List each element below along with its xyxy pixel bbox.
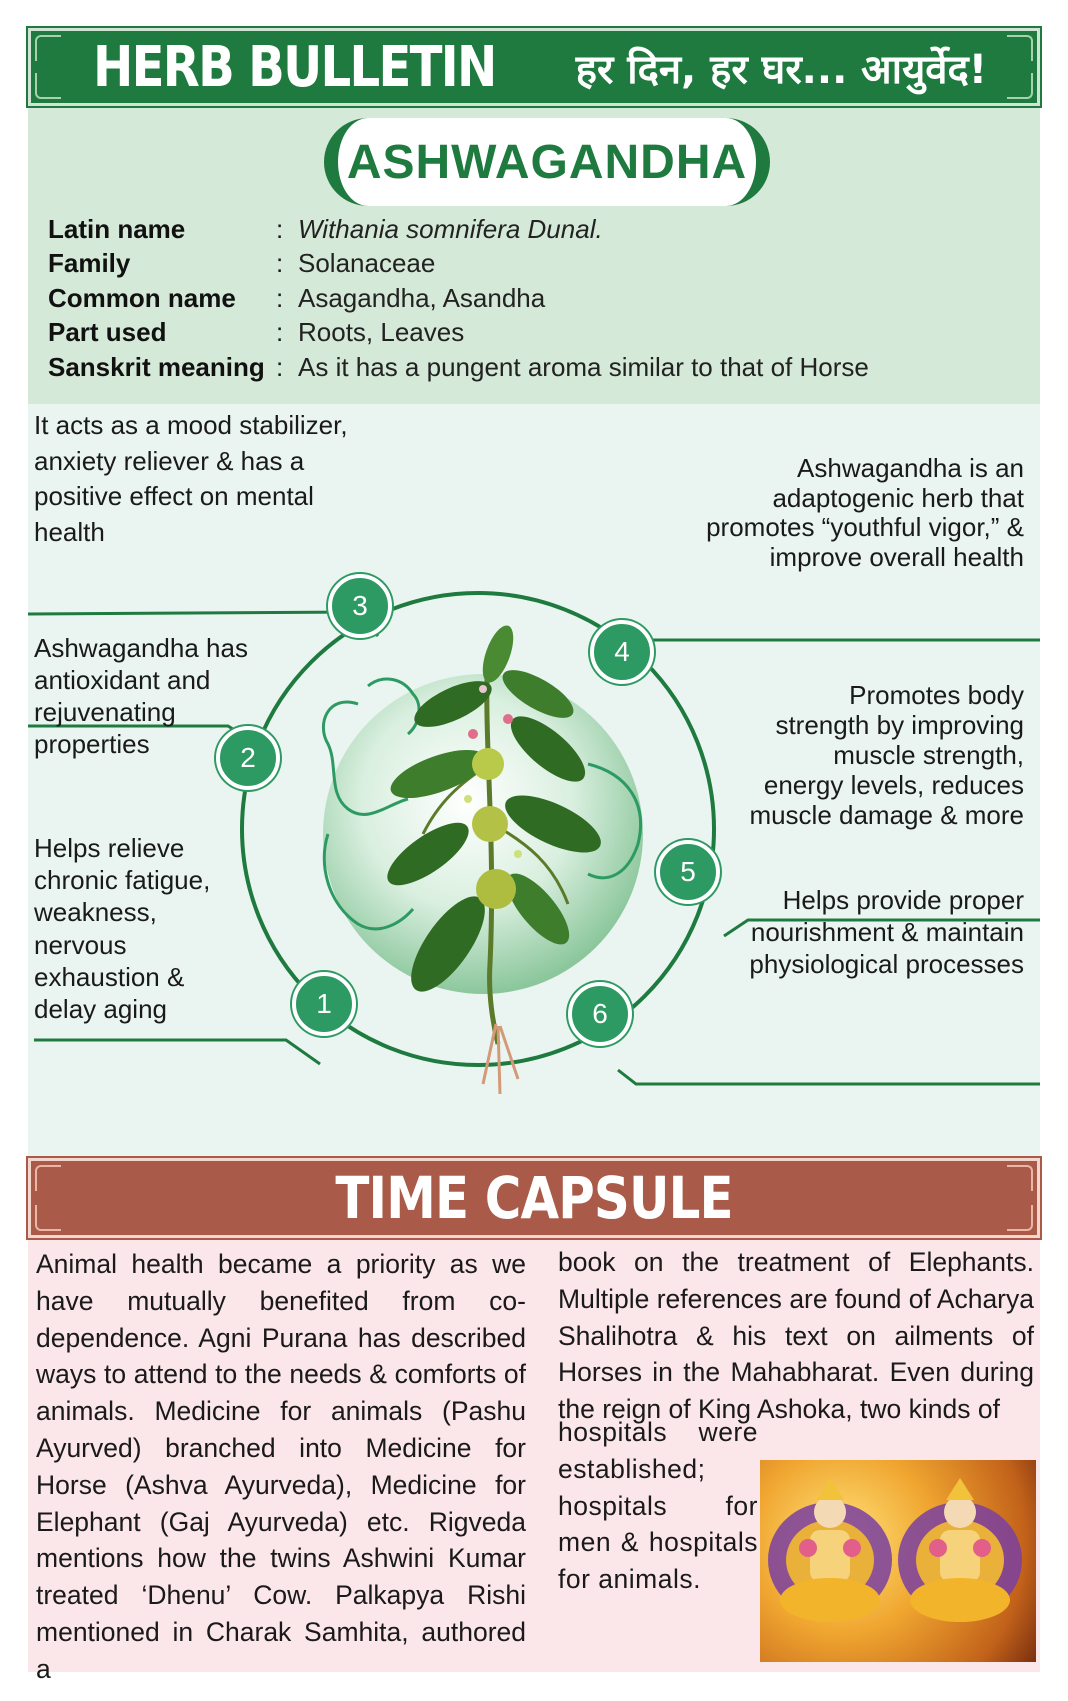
benefits-panel: [28, 404, 1040, 1156]
fact-row-common-name: [48, 281, 1028, 316]
fact-value: Roots, Leaves: [298, 317, 465, 348]
time-capsule-right-text: book on the treatment of Elephants. Multiple references are found of Acharya Shalihotra & his text on ailments of Horses in the Mahabharat. Even during the reign of King Ashoka, two kinds of: [558, 1247, 1034, 1425]
herb-info-panel: [28, 108, 1040, 404]
ornament-corner-icon: [35, 1205, 61, 1231]
herb-name: ASHWAGANDHA: [346, 135, 748, 189]
benefit-badge-2: 2: [216, 726, 280, 790]
ornament-corner-icon: [1007, 35, 1033, 61]
connector-4: [628, 640, 1040, 662]
fact-row-part-used: [48, 316, 1028, 351]
benefit-text-6: Helps provide proper nourishment & maintain physiological processes: [749, 885, 1024, 979]
ashwini-kumar-deity-image: [760, 1460, 1036, 1662]
fact-row-family: [48, 247, 1028, 282]
benefit-badge-4: 4: [590, 620, 654, 684]
ornament-corner-icon: [1007, 1205, 1033, 1231]
time-capsule-body: [28, 1240, 1040, 1684]
benefit-text-4: Ashwagandha is an adaptogenic herb that promotes “youthful vigor,” & improve overall health: [706, 453, 1024, 572]
ornament-corner-icon: [35, 35, 61, 61]
ornament-corner-icon: [1007, 73, 1033, 99]
fact-value: As it has a pungent aroma similar to that of Horse: [298, 351, 869, 382]
herb-bulletin-banner: [28, 28, 1040, 106]
bulletin-title: HERB BULLETIN: [93, 34, 496, 100]
benefit-text-3: It acts as a mood stabilizer, anxiety reliever & has a positive effect on mental health: [34, 410, 348, 547]
fact-label: Latin name: [48, 213, 186, 244]
fact-label: Part used: [48, 317, 167, 348]
fact-colon: :: [276, 248, 284, 279]
deity-figure-left: [768, 1478, 892, 1622]
ornament-corner-icon: [35, 1165, 61, 1191]
deity-figure-right: [898, 1478, 1022, 1622]
fact-colon: :: [276, 282, 284, 313]
benefit-badge-6: 6: [568, 982, 632, 1046]
fact-value: Asagandha, Asandha: [298, 282, 546, 313]
bulletin-tagline: हर दिन, हर घर... आयुर्वेद!: [575, 46, 987, 93]
benefit-badge-5: 5: [656, 840, 720, 904]
fact-label: Common name: [48, 282, 236, 313]
benefit-badge-1: 1: [292, 972, 356, 1036]
benefit-badge-3: 3: [328, 574, 392, 638]
connector-1: [34, 1040, 320, 1064]
ornament-corner-icon: [1007, 1165, 1033, 1191]
fact-label: Sanskrit meaning: [48, 351, 265, 382]
benefit-text-5: Promotes body strength by improving muscle strength, energy levels, reduces muscle damage & more: [749, 680, 1024, 830]
fact-value: Withania somnifera Dunal.: [298, 213, 603, 244]
fact-value: Solanaceae: [298, 248, 436, 279]
herb-name-pill: [324, 118, 770, 206]
fact-row-latin-name: [48, 212, 1028, 247]
benefit-text-1: Helps relieve chronic fatigue, weakness, nervous exhaustion & delay aging: [34, 833, 211, 1025]
fact-row-sanskrit-meaning: [48, 350, 1028, 385]
fact-colon: :: [276, 317, 284, 348]
time-capsule-banner: [28, 1158, 1040, 1238]
fact-colon: :: [276, 213, 284, 244]
connector-6: [618, 1070, 1040, 1084]
herb-facts-list: [48, 212, 1028, 385]
time-capsule-title: TIME CAPSULE: [335, 1164, 733, 1232]
fact-colon: :: [276, 351, 284, 382]
time-capsule-left-text: Animal health became a priority as we have mutually benefited from co-dependence. Agni Purana has described ways to attend to the needs & comforts of animals. Medicine for animals (Pashu Ayurved) branched into Medicine for Horse (Ashva Ayurveda), Medicine for Elephant (Gaj Ayurveda) etc. Rigveda mentions how the twins Ashwini Kumar treated ‘Dhenu’ Cow. Palkapya Rishi mentioned in Charak Samhita, authored a: [36, 1249, 526, 1684]
deity-illustration: [760, 1460, 1036, 1662]
time-capsule-right-narrow-text: hospitals were established; hospitals for men & hospitals for animals.: [558, 1417, 758, 1595]
fact-label: Family: [48, 248, 131, 279]
benefit-text-2: Ashwagandha has antioxidant and rejuvenating properties: [34, 633, 248, 759]
ornament-corner-icon: [35, 73, 61, 99]
